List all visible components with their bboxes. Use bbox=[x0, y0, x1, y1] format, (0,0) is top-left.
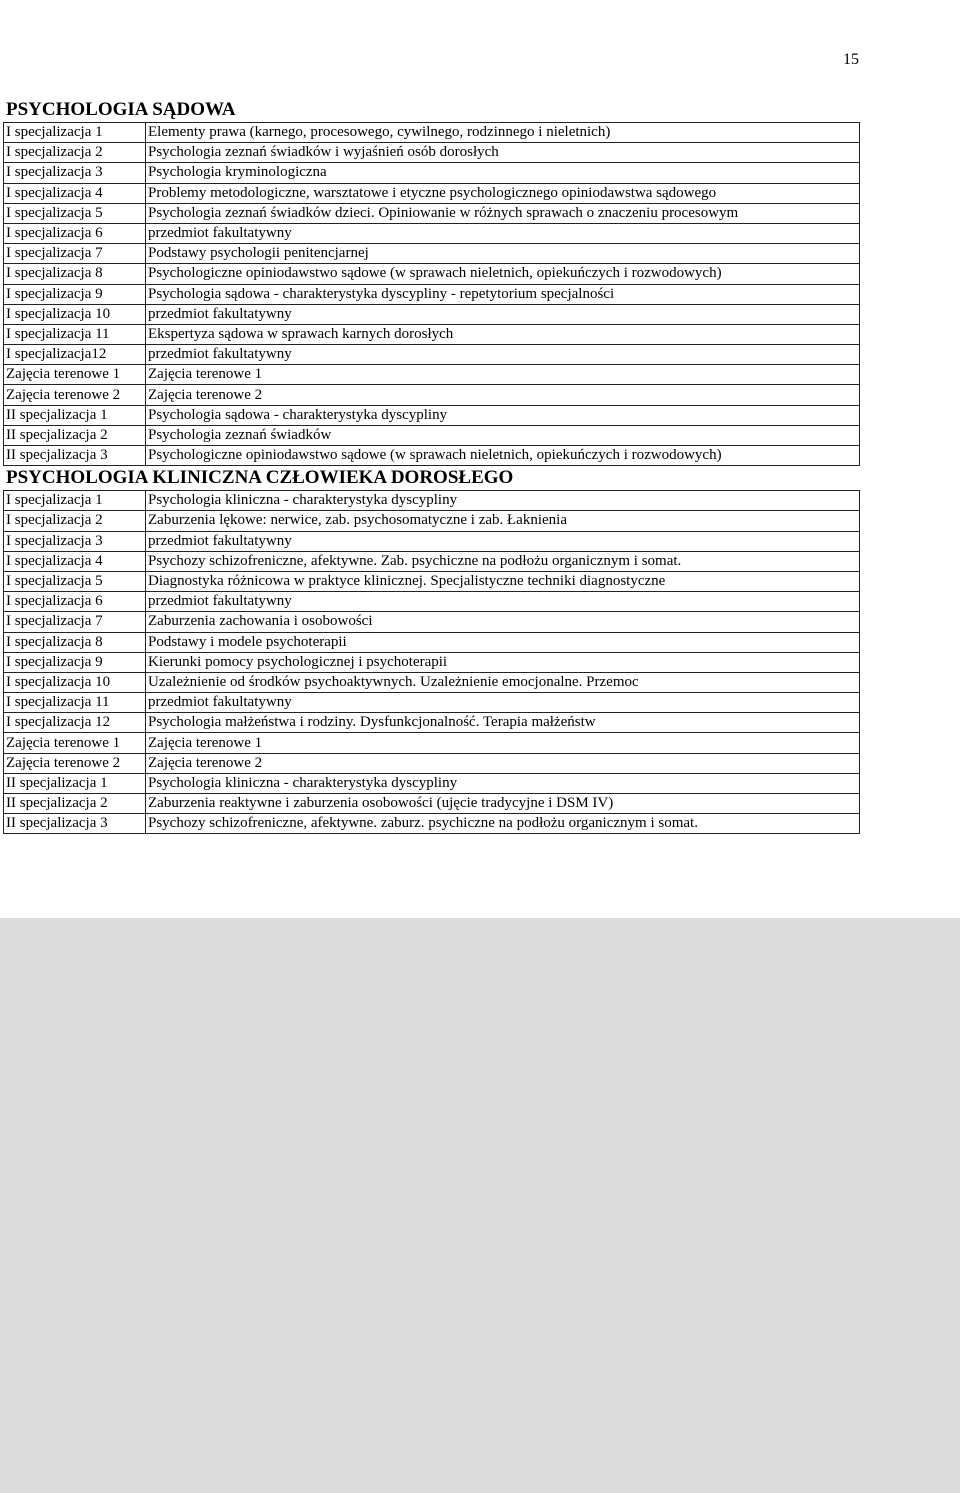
subject-cell: przedmiot fakultatywny bbox=[146, 223, 860, 243]
course-label-cell: I specjalizacja 3 bbox=[4, 163, 146, 183]
section-title-forensic: PSYCHOLOGIA SĄDOWA bbox=[6, 99, 236, 120]
table-row bbox=[4, 511, 860, 531]
course-label-cell: I specjalizacja 4 bbox=[4, 183, 146, 203]
table-row bbox=[4, 652, 860, 672]
subject-cell: Psychologia kliniczna - charakterystyka dyscypliny bbox=[146, 491, 860, 511]
course-label-cell: Zajęcia terenowe 2 bbox=[4, 385, 146, 405]
table-row bbox=[4, 223, 860, 243]
subject-cell: Diagnostyka różnicowa w praktyce klinicznej. Specjalistyczne techniki diagnostyczne bbox=[146, 571, 860, 591]
subject-cell: Zajęcia terenowe 1 bbox=[146, 733, 860, 753]
table-row bbox=[4, 244, 860, 264]
subject-cell: Psychologia zeznań świadków dzieci. Opiniowanie w różnych sprawach o znaczeniu procesowym bbox=[146, 203, 860, 223]
subject-cell: Zajęcia terenowe 1 bbox=[146, 365, 860, 385]
course-label-cell: I specjalizacja 8 bbox=[4, 632, 146, 652]
table-row bbox=[4, 794, 860, 814]
subject-cell: Psychozy schizofreniczne, afektywne. Zab. psychiczne na podłożu organicznym i somat. bbox=[146, 551, 860, 571]
table-row bbox=[4, 446, 860, 466]
course-label-cell: I specjalizacja 1 bbox=[4, 491, 146, 511]
table-row bbox=[4, 713, 860, 733]
table-row bbox=[4, 491, 860, 511]
subject-cell: przedmiot fakultatywny bbox=[146, 531, 860, 551]
table-row bbox=[4, 405, 860, 425]
course-label-cell: I specjalizacja 6 bbox=[4, 223, 146, 243]
table-row bbox=[4, 264, 860, 284]
subject-cell: przedmiot fakultatywny bbox=[146, 345, 860, 365]
course-label-cell: I specjalizacja 2 bbox=[4, 511, 146, 531]
course-label-cell: I specjalizacja 4 bbox=[4, 551, 146, 571]
table-row bbox=[4, 183, 860, 203]
table-row bbox=[4, 814, 860, 834]
table-row bbox=[4, 551, 860, 571]
course-label-cell: I specjalizacja 3 bbox=[4, 531, 146, 551]
subject-cell: Psychologia sądowa - charakterystyka dyscypliny - repetytorium specjalności bbox=[146, 284, 860, 304]
document-content bbox=[3, 98, 861, 834]
table-row bbox=[4, 365, 860, 385]
table-row bbox=[4, 571, 860, 591]
page-number: 15 bbox=[843, 51, 859, 68]
table-row bbox=[4, 672, 860, 692]
table-row bbox=[4, 143, 860, 163]
course-label-cell: I specjalizacja 11 bbox=[4, 693, 146, 713]
subject-cell: Podstawy i modele psychoterapii bbox=[146, 632, 860, 652]
subject-cell: Zaburzenia zachowania i osobowości bbox=[146, 612, 860, 632]
course-label-cell: I specjalizacja 2 bbox=[4, 143, 146, 163]
course-label-cell: II specjalizacja 2 bbox=[4, 794, 146, 814]
table-row bbox=[4, 385, 860, 405]
clinical-schedule-table bbox=[3, 490, 860, 834]
subject-cell: Ekspertyza sądowa w sprawach karnych dorosłych bbox=[146, 324, 860, 344]
subject-cell: Psychologia zeznań świadków i wyjaśnień osób dorosłych bbox=[146, 143, 860, 163]
course-label-cell: Zajęcia terenowe 1 bbox=[4, 733, 146, 753]
course-label-cell: I specjalizacja 10 bbox=[4, 304, 146, 324]
course-label-cell: II specjalizacja 2 bbox=[4, 425, 146, 445]
course-label-cell: I specjalizacja 5 bbox=[4, 571, 146, 591]
table-row bbox=[4, 163, 860, 183]
course-label-cell: I specjalizacja 1 bbox=[4, 123, 146, 143]
table-row bbox=[4, 203, 860, 223]
course-label-cell: I specjalizacja 12 bbox=[4, 713, 146, 733]
table-row bbox=[4, 592, 860, 612]
subject-cell: Psychologiczne opiniodawstwo sądowe (w sprawach nieletnich, opiekuńczych i rozwodowych) bbox=[146, 264, 860, 284]
table-row bbox=[4, 612, 860, 632]
section-title-clinical: PSYCHOLOGIA KLINICZNA CZŁOWIEKA DOROSŁEGO bbox=[6, 467, 514, 489]
subject-cell: Psychologiczne opiniodawstwo sądowe (w sprawach nieletnich, opiekuńczych i rozwodowych) bbox=[146, 446, 860, 466]
course-label-cell: II specjalizacja 1 bbox=[4, 405, 146, 425]
subject-cell: Zaburzenia lękowe: nerwice, zab. psychosomatyczne i zab. Łaknienia bbox=[146, 511, 860, 531]
table-row bbox=[4, 123, 860, 143]
course-label-cell: Zajęcia terenowe 2 bbox=[4, 753, 146, 773]
course-label-cell: I specjalizacja 7 bbox=[4, 612, 146, 632]
subject-cell: Zajęcia terenowe 2 bbox=[146, 753, 860, 773]
course-label-cell: I specjalizacja 8 bbox=[4, 264, 146, 284]
table-row bbox=[4, 304, 860, 324]
course-label-cell: II specjalizacja 1 bbox=[4, 773, 146, 793]
course-label-cell: I specjalizacja 10 bbox=[4, 672, 146, 692]
subject-cell: Problemy metodologiczne, warsztatowe i etyczne psychologicznego opiniodawstwa sądowego bbox=[146, 183, 860, 203]
course-label-cell: II specjalizacja 3 bbox=[4, 814, 146, 834]
subject-cell: przedmiot fakultatywny bbox=[146, 304, 860, 324]
table-row bbox=[4, 753, 860, 773]
course-label-cell: I specjalizacja 7 bbox=[4, 244, 146, 264]
course-label-cell: I specjalizacja 5 bbox=[4, 203, 146, 223]
subject-cell: Psychologia zeznań świadków bbox=[146, 425, 860, 445]
subject-cell: Psychologia małżeństwa i rodziny. Dysfunkcjonalność. Terapia małżeństw bbox=[146, 713, 860, 733]
table-row bbox=[4, 531, 860, 551]
table-row bbox=[4, 425, 860, 445]
table-row bbox=[4, 284, 860, 304]
course-label-cell: I specjalizacja12 bbox=[4, 345, 146, 365]
course-label-cell: Zajęcia terenowe 1 bbox=[4, 365, 146, 385]
subject-cell: Zaburzenia reaktywne i zaburzenia osobowości (ujęcie tradycyjne i DSM IV) bbox=[146, 794, 860, 814]
subject-cell: Elementy prawa (karnego, procesowego, cywilnego, rodzinnego i nieletnich) bbox=[146, 123, 860, 143]
subject-cell: Psychozy schizofreniczne, afektywne. zaburz. psychiczne na podłożu organicznym i somat. bbox=[146, 814, 860, 834]
subject-cell: Kierunki pomocy psychologicznej i psychoterapii bbox=[146, 652, 860, 672]
course-label-cell: II specjalizacja 3 bbox=[4, 446, 146, 466]
subject-cell: Psychologia sądowa - charakterystyka dyscypliny bbox=[146, 405, 860, 425]
subject-cell: przedmiot fakultatywny bbox=[146, 592, 860, 612]
course-label-cell: I specjalizacja 11 bbox=[4, 324, 146, 344]
subject-cell: przedmiot fakultatywny bbox=[146, 693, 860, 713]
table-row bbox=[4, 324, 860, 344]
table-row bbox=[4, 632, 860, 652]
course-label-cell: I specjalizacja 9 bbox=[4, 652, 146, 672]
page-background-area bbox=[0, 918, 960, 1493]
subject-cell: Psychologia kliniczna - charakterystyka dyscypliny bbox=[146, 773, 860, 793]
subject-cell: Psychologia kryminologiczna bbox=[146, 163, 860, 183]
course-label-cell: I specjalizacja 6 bbox=[4, 592, 146, 612]
table-row bbox=[4, 773, 860, 793]
table-row bbox=[4, 345, 860, 365]
forensic-schedule-table bbox=[3, 122, 860, 466]
table-row bbox=[4, 693, 860, 713]
subject-cell: Podstawy psychologii penitencjarnej bbox=[146, 244, 860, 264]
subject-cell: Zajęcia terenowe 2 bbox=[146, 385, 860, 405]
subject-cell: Uzależnienie od środków psychoaktywnych. Uzależnienie emocjonalne. Przemoc bbox=[146, 672, 860, 692]
course-label-cell: I specjalizacja 9 bbox=[4, 284, 146, 304]
table-row bbox=[4, 733, 860, 753]
